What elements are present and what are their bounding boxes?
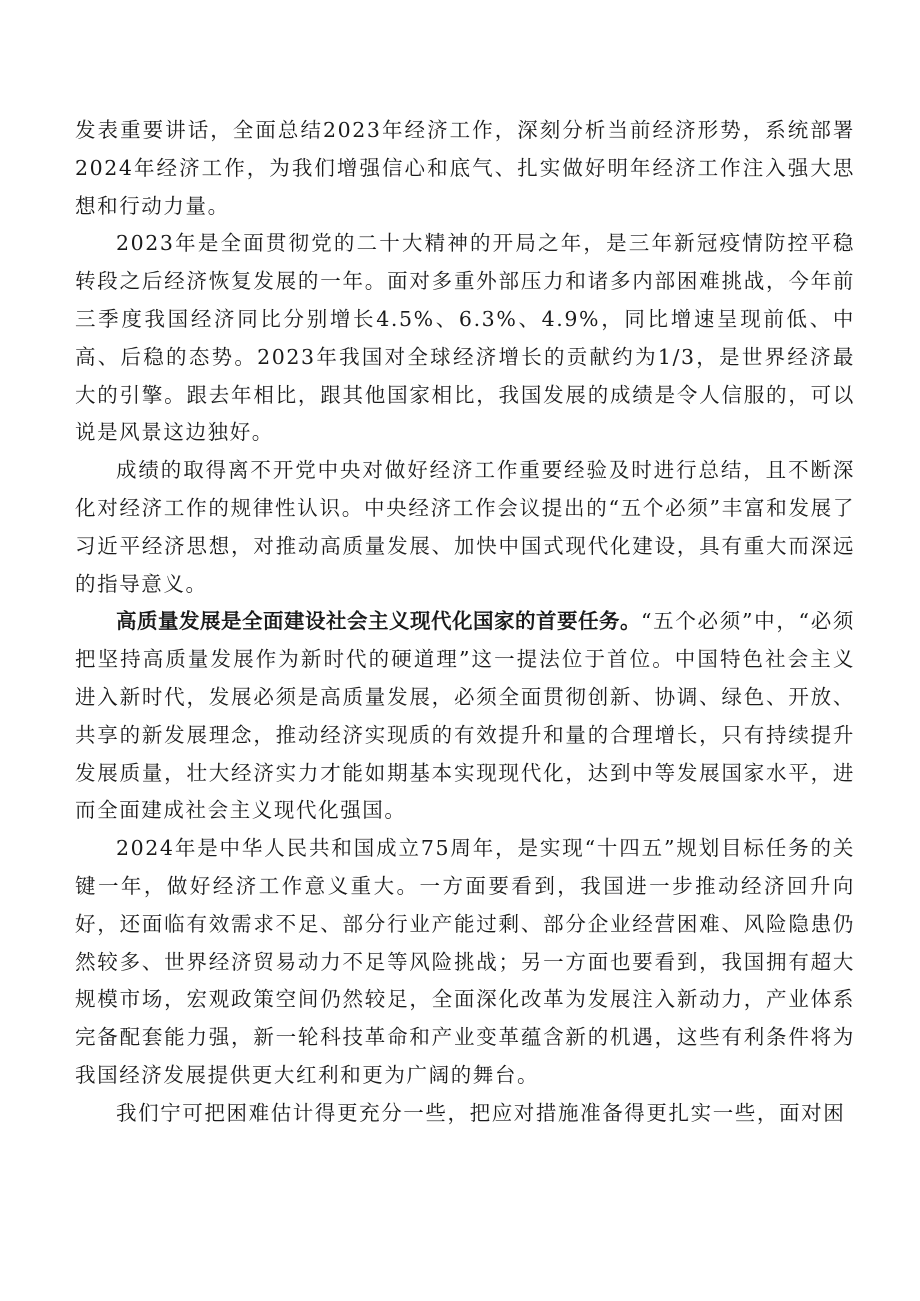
- paragraph-6: 我们宁可把困难估计得更充分一些，把应对措施准备得更扎实一些，面对困: [116, 1100, 846, 1125]
- paragraph-1: 发表重要讲话，全面总结2023年经济工作，深刻分析当前经济形势，系统部署2024年经济工作，为我们增强信心和底气、扎实做好明年经济工作注入强大思想和行动力量。: [75, 118, 855, 218]
- paragraph-3: 成绩的取得离不开党中央对做好经济工作重要经验及时进行总结，且不断深化对经济工作的规律性认识。中央经济工作会议提出的“五个必须”丰富和发展了习近平经济思想，对推动高质量发展、加快中国式现代化建设，具有重大而深远的指导意义。: [75, 458, 855, 596]
- paragraph-4-body: “五个必须”中，“必须把坚持高质量发展作为新时代的硬道理”这一提法位于首位。中国特色社会主义进入新时代，发展必须是高质量发展，必须全面贯彻创新、协调、绿色、开放、共享的新发展理念，推动经济实现质的有效提升和量的合理增长，只有持续提升发展质量，壮大经济实力才能如期基本实现现代化，达到中等发展国家水平，进而全面建成社会主义现代化强国。: [75, 609, 855, 823]
- paragraph-5: 2024年是中华人民共和国成立75周年，是实现“十四五”规划目标任务的关键一年，做好经济工作意义重大。一方面要看到，我国进一步推动经济回升向好，还面临有效需求不足、部分行业产能过剩、部分企业经营困难、风险隐患仍然较多、世界经济贸易动力不足等风险挑战；另一方面也要看到，我国拥有超大规模市场，宏观政策空间仍然较足，全面深化改革为发展注入新动力，产业体系完备配套能力强，新一轮科技革命和产业变革蕴含新的机遇，这些有利条件将为我国经济发展提供更大红利和更为广阔的舞台。: [75, 836, 855, 1087]
- paragraph-4: [75, 603, 855, 830]
- paragraph-4-lead-sentence: 高质量发展是全面建设社会主义现代化国家的首要任务。: [116, 609, 641, 634]
- article-body: [75, 112, 855, 1133]
- paragraph-2: 2023年是全面贯彻党的二十大精神的开局之年，是三年新冠疫情防控平稳转段之后经济恢复发展的一年。面对多重外部压力和诸多内部困难挑战，今年前三季度我国经济同比分别增长4.5%、6.3%、4.9%，同比增速呈现前低、中高、后稳的态势。2023年我国对全球经济增长的贡献约为1/3，是世界经济最大的引擎。跟去年相比，跟其他国家相比，我国发展的成绩是令人信服的，可以说是风景这边独好。: [75, 231, 855, 445]
